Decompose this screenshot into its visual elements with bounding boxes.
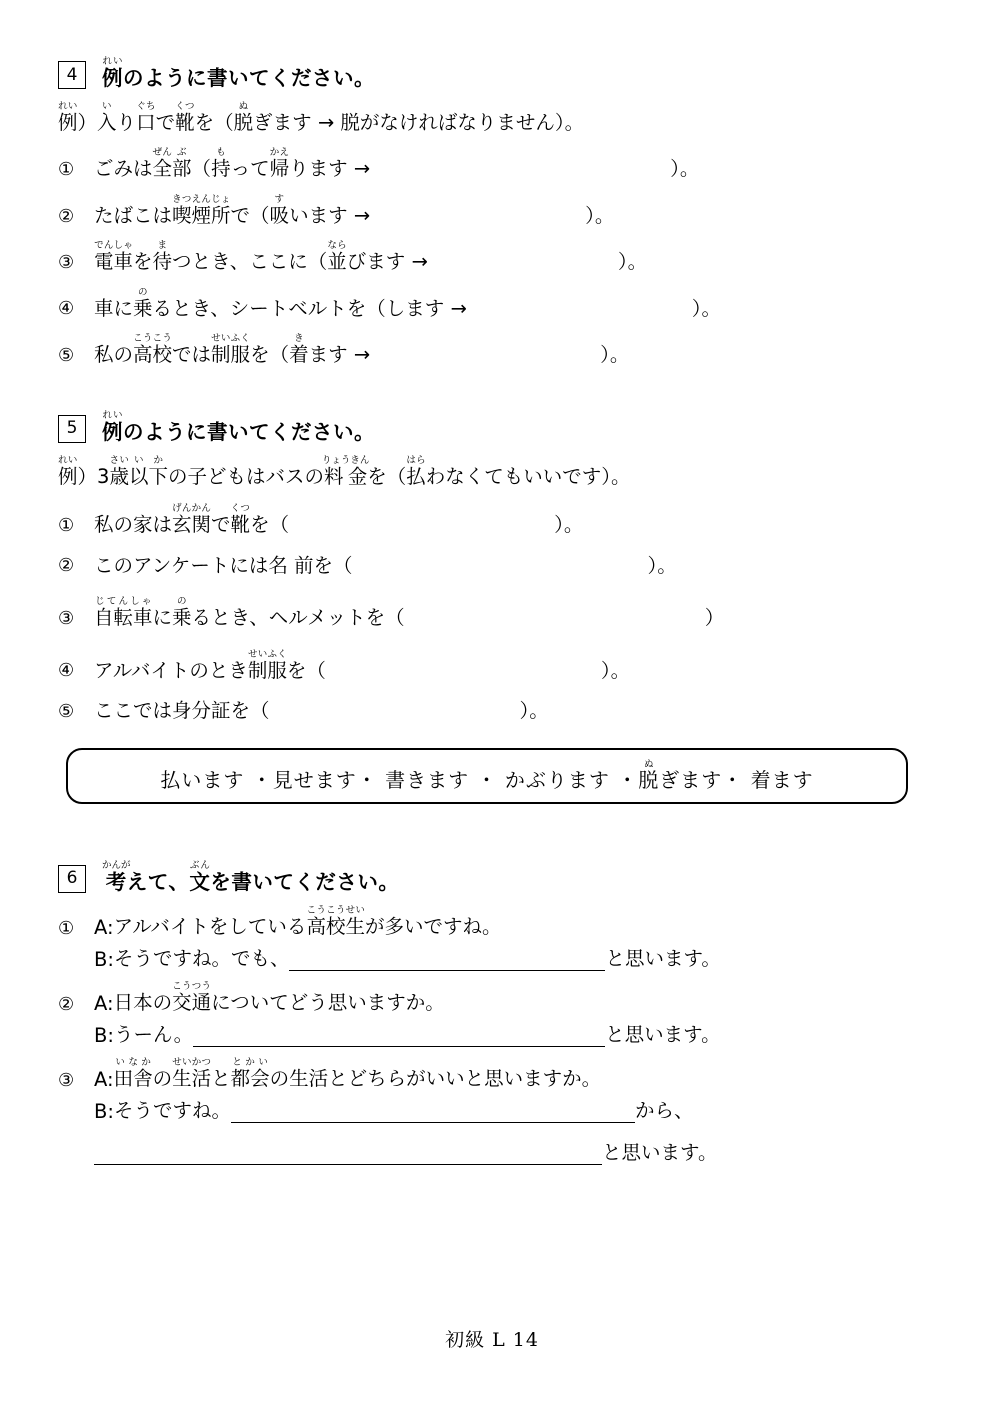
speaker-a-label: A: xyxy=(94,1067,114,1091)
section-6-item-3-answer xyxy=(94,1095,938,1123)
item-marker: ① xyxy=(58,917,75,939)
section-6 xyxy=(58,860,938,1165)
section-4 xyxy=(58,56,938,366)
answer-suffix: と思います。 xyxy=(605,1022,721,1046)
item-marker: ④ xyxy=(58,298,75,320)
item-marker: ③ xyxy=(58,607,75,629)
section-5-number: 5 xyxy=(58,415,86,443)
section-5 xyxy=(58,410,938,804)
close-paren: ）。 xyxy=(600,658,631,682)
speaker-b-label: B: xyxy=(94,1023,114,1047)
answer-suffix: と思います。 xyxy=(602,1140,718,1164)
close-paren: ）。 xyxy=(617,250,648,274)
word-bank-text: 払います ・見せます・ 書きます ・ かぶります ・脱ぬぎます・ 着ます xyxy=(160,758,814,792)
answer-suffix: と思います。 xyxy=(605,946,721,970)
section-5-example: 例れい）3歳さい以い下かの子どもはバスの料金りょうきんを（払はらわなくてもいいです）。 xyxy=(58,454,631,488)
answer-suffix: から、 xyxy=(634,1098,694,1122)
section-5-item-2: ② このアンケートには名 前を（ ）。 xyxy=(58,553,677,577)
section-6-number: 6 xyxy=(58,865,86,893)
page-footer: 初級 L 14 xyxy=(445,1329,539,1351)
item-marker: ② xyxy=(58,993,75,1015)
answer-blank[interactable] xyxy=(94,1142,602,1165)
section-6-item-1-answer xyxy=(94,943,938,971)
section-5-title: 例れいのように書いてください。 xyxy=(102,409,375,444)
close-paren: ）。 xyxy=(600,343,630,367)
worksheet-content xyxy=(58,56,938,1171)
close-paren: ） xyxy=(704,606,725,630)
section-6-heading xyxy=(58,860,938,895)
close-paren: ）。 xyxy=(647,553,677,577)
word-bank xyxy=(66,748,908,804)
close-paren: ）。 xyxy=(585,203,615,227)
section-6-item-3-answer-line2 xyxy=(94,1137,938,1165)
close-paren: ）。 xyxy=(691,296,722,320)
item-marker: ⑤ xyxy=(58,344,75,366)
speaker-a-label: A: xyxy=(94,915,114,939)
section-4-item-1: ① ごみは全ぜん部ぶ（持もって帰かえります → ）。 xyxy=(58,147,700,181)
section-5-item-5: ⑤ ここでは身分証を（ ）。 xyxy=(58,699,549,723)
answer-blank[interactable] xyxy=(231,1100,635,1123)
close-paren: ）。 xyxy=(519,699,549,723)
section-6-item-1-question: ① A: アルバイトをしている高校生こうこうせいが多いですね。 xyxy=(58,904,502,939)
section-4-heading xyxy=(58,56,938,91)
close-paren: ）。 xyxy=(554,513,584,537)
section-4-item-2: ② たばこは喫煙所きつえんじょで（吸すいます → ）。 xyxy=(58,193,615,227)
item-marker: ③ xyxy=(58,1069,75,1091)
section-6-title: 考かんがえて、文ぶんを書いてください。 xyxy=(102,859,400,894)
section-5-item-4: ④ アルバイトのとき制服せいふくを（ ）。 xyxy=(58,648,631,682)
item-marker: ① xyxy=(58,514,75,536)
answer-prefix: そうですね。 xyxy=(113,1098,231,1122)
speaker-b-label: B: xyxy=(94,1099,114,1123)
section-4-item-4: ④ 車に乗のるとき、シートベルトを（します → ）。 xyxy=(58,286,722,320)
section-5-item-3: ③ 自転車じてんしゃに乗のるとき、ヘルメットを（ ） xyxy=(58,596,725,630)
item-marker: ① xyxy=(58,159,75,181)
section-4-item-5: ⑤ 私の高校こうこうでは制服せいふくを（着きます → ）。 xyxy=(58,333,630,367)
item-marker: ② xyxy=(58,205,75,227)
section-5-item-1: ① 私の家は玄関げんかんで靴くつを（ ）。 xyxy=(58,503,584,537)
speaker-a-label: A: xyxy=(94,991,114,1015)
section-4-item-3: ③ 電車でんしゃを待まつとき、ここに（並ならびます → ）。 xyxy=(58,240,648,274)
close-paren: ）。 xyxy=(670,157,700,181)
section-6-item-3-question: ③ A: 田舎いなかの生活せいかつと都会とかいの生活とどちらがいいと思いますか。 xyxy=(58,1056,602,1091)
section-4-number: 4 xyxy=(58,61,86,89)
item-marker: ③ xyxy=(58,251,75,273)
section-6-item-2-answer xyxy=(94,1019,938,1047)
answer-prefix: そうですね。でも、 xyxy=(113,946,290,970)
section-6-item-2-question: ② A: 日本の交通こうつうについてどう思いますか。 xyxy=(58,980,445,1015)
section-5-heading xyxy=(58,410,938,445)
item-marker: ② xyxy=(58,555,75,577)
answer-prefix: うーん。 xyxy=(113,1022,194,1046)
item-marker: ④ xyxy=(58,660,75,682)
answer-blank[interactable] xyxy=(289,948,605,971)
speaker-b-label: B: xyxy=(94,947,114,971)
answer-blank[interactable] xyxy=(193,1024,605,1047)
section-4-example: 例れい）入いり口ぐちで靴くつを（脱ぬぎます → 脱がなければなりません）。 xyxy=(58,101,585,134)
section-4-title: 例れいのように書いてください。 xyxy=(102,56,375,90)
item-marker: ⑤ xyxy=(58,700,75,722)
